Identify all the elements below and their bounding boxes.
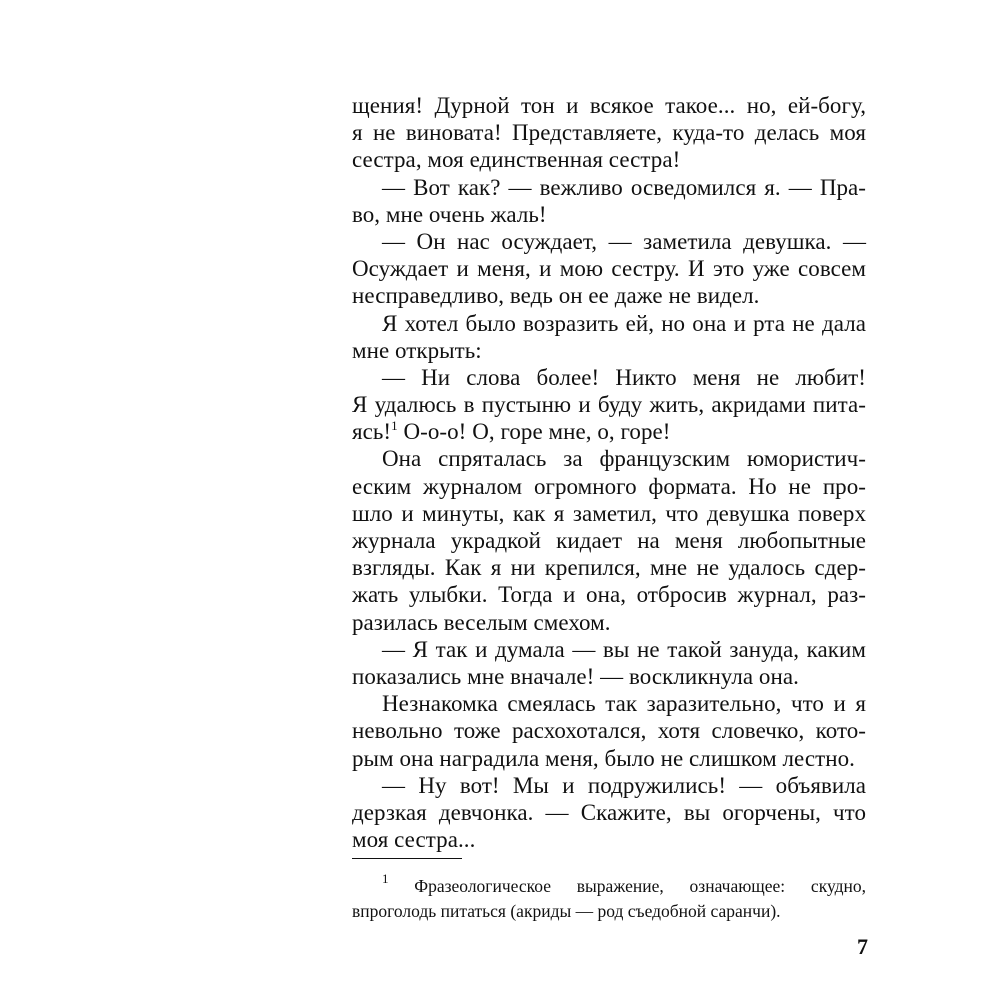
footnote-text: Фразеологическое выражение, означающее: скудно, xyxy=(388,876,866,896)
text-line: мне открыть: xyxy=(352,337,482,363)
text-line: щения! Дурной тон и всякое такое... но, ей-богу, xyxy=(352,93,866,118)
body-text xyxy=(352,92,866,853)
footnote xyxy=(352,871,866,923)
text-line: сестра, моя единственная сестра! xyxy=(352,147,681,173)
text-fragment: ясь! xyxy=(352,419,392,445)
text-line: взгляды. Как я ни крепился, мне не удалось сдер- xyxy=(352,555,866,581)
text-line: Осуждает и меня, и мою сестру. И это уже совсем xyxy=(352,256,866,282)
text-line: шло и минуты, как я заметил, что девушка поверх xyxy=(352,500,866,526)
footnote-reference: 1 xyxy=(391,418,398,434)
text-line: дерзкая девчонка. — Скажите, вы огорчены, что xyxy=(352,799,866,825)
text-line: — Ни слова более! Никто меня не любит! xyxy=(382,364,866,390)
text-line: рым она наградила меня, было не слишком лестно. xyxy=(352,745,855,771)
text-line: Я удалюсь в пустыню и буду жить, акридами пита- xyxy=(352,392,866,418)
text-line: показались мне вначале! — воскликнула она. xyxy=(352,663,799,689)
text-line: журнала украдкой кидает на меня любопытные xyxy=(352,528,866,553)
text-line: несправедливо, ведь он ее даже не видел. xyxy=(352,283,760,309)
page-number: 7 xyxy=(857,934,868,959)
text-line: разилась веселым смехом. xyxy=(352,609,611,635)
text-line-with-footnote xyxy=(352,418,866,445)
text-line: я не виновата! Представляете, куда-то делась моя xyxy=(352,120,866,146)
text-line: Незнакомка смеялась так заразительно, что и я xyxy=(382,691,866,717)
text-line: во, мне очень жаль! xyxy=(352,201,547,227)
text-line: еским журналом огромного формата. Но не про- xyxy=(352,473,866,499)
text-line: — Он нас осуждает, — заметила девушка. — xyxy=(382,228,866,254)
text-line: — Я так и думала — вы не такой зануда, каким xyxy=(382,636,866,662)
text-fragment: О-о-о! О, горе мне, о, горе! xyxy=(397,419,671,445)
text-line: — Вот как? — вежливо осведомился я. — Пра- xyxy=(382,174,866,200)
text-line: — Ну вот! Мы и подружились! — объявила xyxy=(382,772,866,798)
footnote-divider xyxy=(352,858,462,859)
footnote-marker: 1 xyxy=(382,871,389,886)
text-line: Она спряталась за французским юмористич- xyxy=(382,446,866,472)
text-line: невольно тоже расхохотался, хотя словечко, кото- xyxy=(352,718,866,744)
footnote-line xyxy=(352,871,866,899)
text-line: моя сестра... xyxy=(352,827,476,853)
text-line: Я хотел было возразить ей, но она и рта не дала xyxy=(382,310,866,336)
text-line: жать улыбки. Тогда и она, отбросив журнал, раз- xyxy=(352,582,866,608)
footnote-line: впроголодь питаться (акриды — род съедобной саранчи). xyxy=(352,900,781,921)
